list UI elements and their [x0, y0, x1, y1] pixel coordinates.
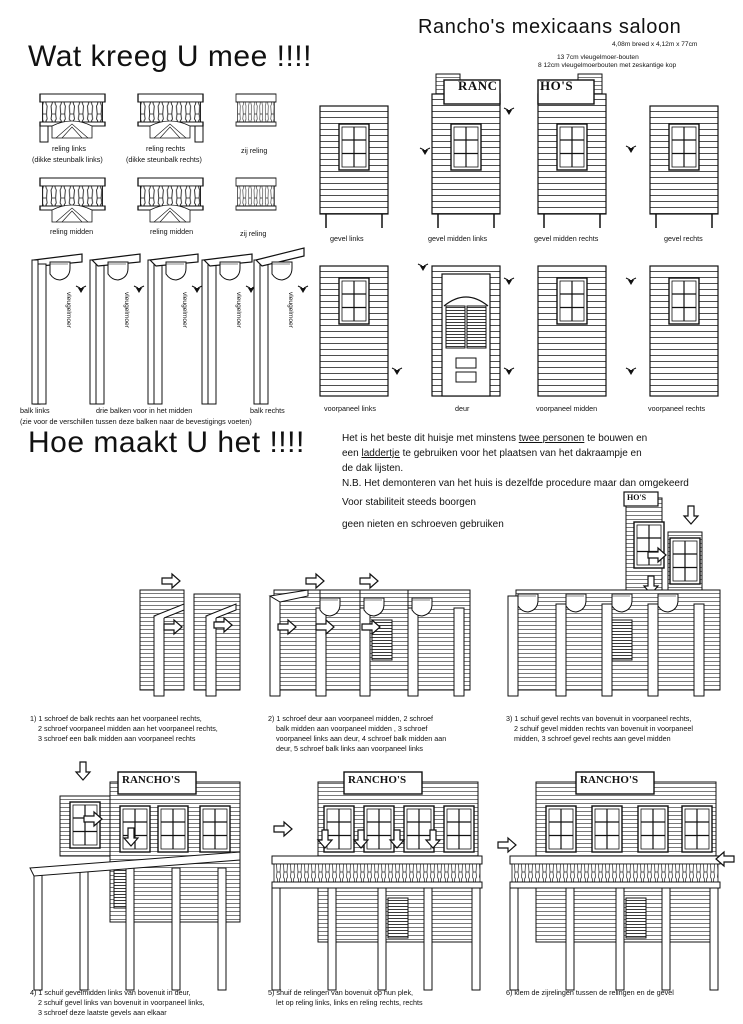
contents-title: Wat kreeg U mee !!!! [28, 40, 312, 73]
step-4-line-1: 4) 1 schuif gevelmidden links van bovenuit in deur, [30, 988, 191, 997]
panel-label-gevel-midden-links: gevel midden links [428, 234, 488, 243]
page-title: Rancho's mexicaans saloon [418, 16, 682, 38]
panel-label-gevel-rechts: gevel rechts [664, 234, 703, 243]
intro-line-4: N.B. Het demonteren van het huis is dezelfde procedure maar dan omgekeerd [342, 478, 689, 489]
step-2-line-2: balk midden aan voorpaneel midden , 3 schroef [276, 724, 428, 733]
howto-title: Hoe maakt U het !!!! [28, 426, 305, 459]
railing-label-side-1: zij reling [241, 146, 268, 155]
step3-sign-text: HO'S [627, 493, 647, 502]
intro-1b: twee personen [518, 433, 585, 444]
step-1-line-2: 2 schroef voorpaneel midden aan het voorpaneel rechts, [38, 724, 218, 733]
step-2-line-3: voorpaneel links aan deur, 4 schroef balk midden aan [276, 734, 447, 743]
railing-label-left: reling links [52, 144, 86, 153]
panel-label-gevel-midden-rechts: gevel midden rechts [534, 234, 599, 243]
intro-line-2 [342, 447, 642, 460]
step-3-line-3: midden, 3 schroef gevel rechts aan gevel midden [514, 734, 671, 743]
step6-sign-text: RANCHO'S [580, 774, 639, 786]
step-3-caption [506, 714, 736, 744]
bolts-line-1: 13 7cm vleugelmoer-bouten [557, 54, 639, 61]
step-2-line-1: 2) 1 schroef deur aan voorpaneel midden, 2 schroef [268, 714, 434, 723]
intro-line-1 [342, 432, 647, 445]
step-4-caption [30, 988, 260, 1018]
railing-sub-left: (dikke steunbalk links) [32, 155, 103, 164]
panel-label-deur: deur [455, 404, 470, 413]
wingnut-label-3: vleugelmoer [181, 292, 188, 328]
panel-label-voorpaneel-rechts: voorpaneel rechts [648, 404, 706, 413]
intro-line-6: geen nieten en schroeven gebruiken [342, 519, 504, 530]
step-1-line-1: 1) 1 schroef de balk rechts aan het voorpaneel rechts, [30, 714, 202, 723]
step5-sign-text: RANCHO'S [348, 774, 407, 786]
railing-label-middle-1: reling midden [50, 227, 94, 236]
step-5-line-2: let op reling links, links en reling rechts, rechts [276, 998, 423, 1007]
step4-sign-text: RANCHO'S [122, 774, 181, 786]
intro-2c: te gebruiken voor het plaatsen van het dakraampje en [399, 448, 642, 459]
bolts-line-2: 8 12cm vleugelmoerbouten met zeskantige kop [538, 62, 677, 69]
step-3-line-2: 2 schuif gevel midden rechts van bovenuit in voorpaneel [514, 724, 693, 733]
step-2-line-4: deur, 5 schroef balk links aan voorpaneel links [276, 744, 424, 753]
step-4-line-2: 2 schuif gevel links van bovenuit in voorpaneel links, [38, 998, 205, 1007]
railings-drawing [38, 92, 298, 242]
wingnut-label-4: vleugelmoer [235, 292, 242, 328]
beam-label-left: balk links [20, 406, 50, 415]
step-1-caption [30, 714, 260, 744]
step-1-line-3: 3 schroef een balk midden aan voorpaneel rechts [38, 734, 196, 743]
intro-1c: te bouwen en [584, 433, 648, 444]
step-5-line-1: 5) shuif de relingen van bovenuit op hun plek, [268, 988, 414, 997]
step-6-caption [506, 988, 736, 998]
intro-2a: een [342, 448, 362, 459]
intro-line-5: Voor stabiliteit steeds boorgen [342, 497, 476, 508]
wingnut-label-1: vleugelmoer [65, 292, 72, 328]
dimensions-text: 4,08m breed x 4,12m x 77cm [612, 41, 698, 48]
beam-label-middle: drie balken voor in het midden [96, 406, 193, 415]
sign-right-text: HO'S [540, 78, 574, 93]
railings-group [38, 92, 298, 242]
panel-label-voorpaneel-midden: voorpaneel midden [536, 404, 598, 413]
step-4-line-3: 3 schroef deze laatste gevels aan elkaar [38, 1008, 167, 1017]
step-6-line-1: 6) klem de zijrelingen tussen de relingen en de gevel [506, 988, 674, 997]
steps-drawing [0, 490, 743, 920]
wingnut-label-5: vleugelmoer [287, 292, 294, 328]
beam-note: (zie voor de verschillen tussen deze balken naar de bevestigings voeten) [20, 417, 252, 426]
intro-line-3: de dak lijsten. [342, 463, 404, 474]
panel-label-gevel-links: gevel links [330, 234, 364, 243]
railing-label-middle-2: reling midden [150, 227, 194, 236]
step-2-caption [268, 714, 498, 754]
panel-label-voorpaneel-links: voorpaneel links [324, 404, 376, 413]
intro-1a: Het is het beste dit huisje met minstens [342, 433, 519, 444]
railing-sub-right: (dikke steunbalk rechts) [126, 155, 202, 164]
railing-label-right: reling rechts [146, 144, 186, 153]
step-5-caption [268, 988, 498, 1008]
beam-label-right: balk rechts [250, 406, 285, 415]
step-3-line-1: 3) 1 schuif gevel rechts van bovenuit in voorpaneel rechts, [506, 714, 692, 723]
intro-2b: laddertje [361, 448, 400, 459]
sign-left-text: RANC [458, 78, 498, 93]
railing-label-side-2: zij reling [240, 229, 267, 238]
wingnut-label-2: vleugelmoer [123, 292, 130, 328]
